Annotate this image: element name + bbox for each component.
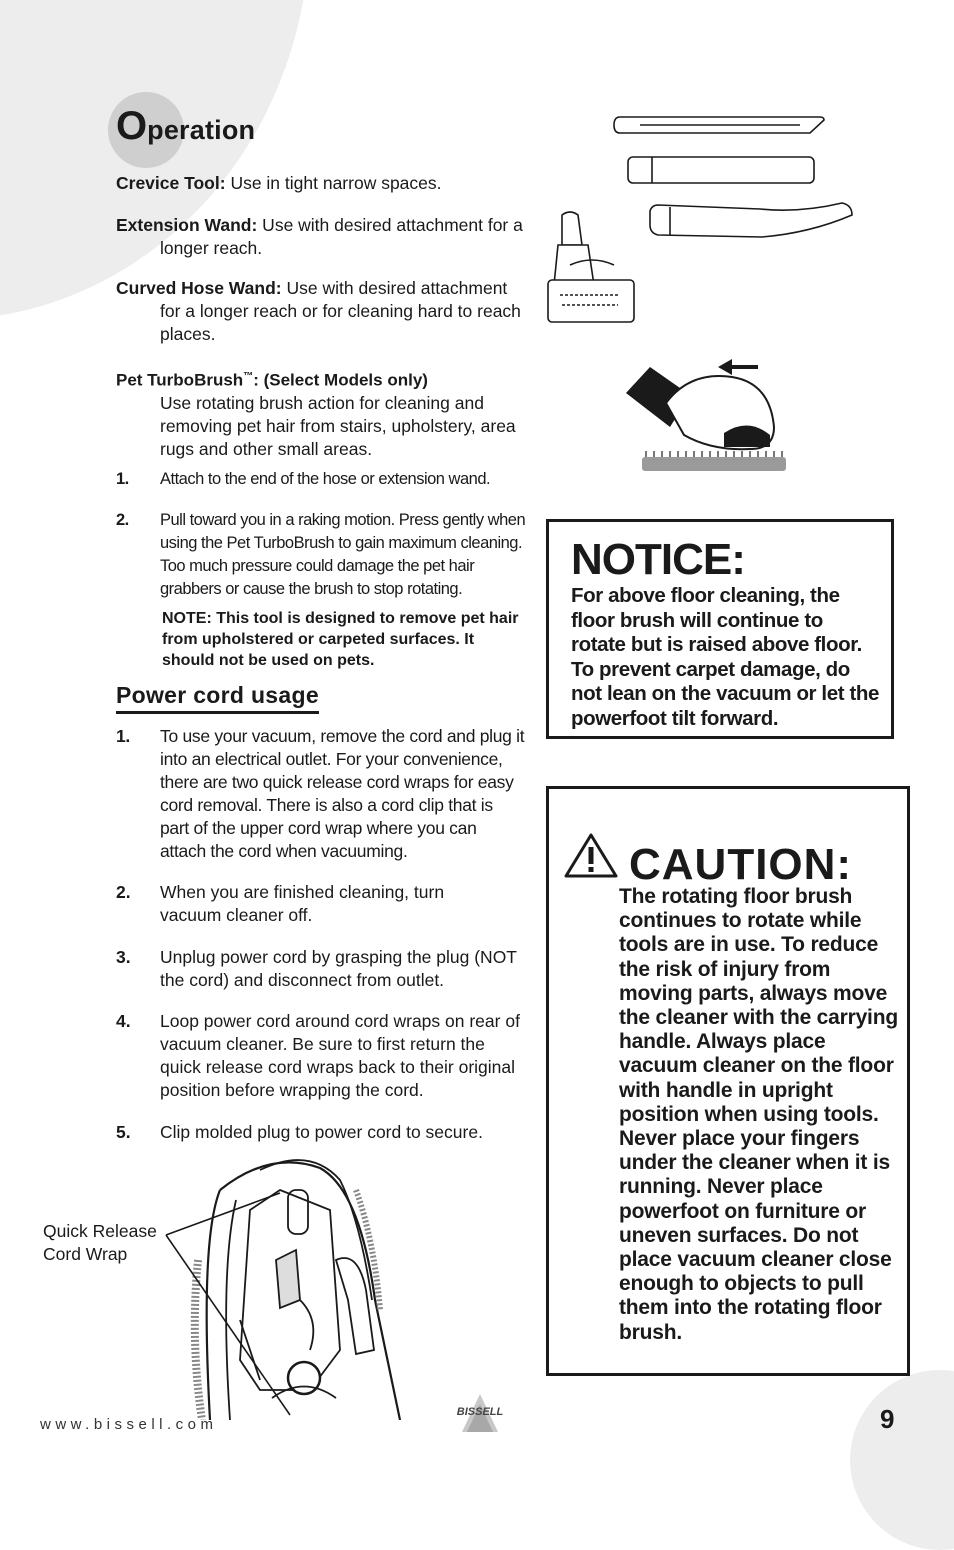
caution-title: CAUTION:: [629, 840, 853, 889]
curved-hose-wand-label: Curved Hose Wand:: [116, 278, 282, 298]
turbo-step-1: 1. Attach to the end of the hose or extension wand.: [116, 469, 491, 488]
tools-section: [116, 172, 526, 671]
callout-line-2: Cord Wrap: [43, 1244, 128, 1264]
title-initial: O: [116, 104, 148, 148]
power-step-1: 1. To use your vacuum, remove the cord and plug it into an electrical outlet. For your convenience, there are two quick release cord wraps for easy cord removal. There is also a cord clip that is part of the upper cord wrap where you can attach the cord when vacuuming.: [116, 726, 525, 861]
bissell-logo: [448, 1392, 512, 1434]
curved-hose-wand-item: [116, 277, 526, 346]
notice-title: NOTICE:: [571, 535, 745, 584]
turbobrush-usage-illustration: [620, 355, 800, 480]
caution-box: [546, 786, 910, 1376]
quick-release-callout: [43, 1220, 157, 1266]
crevice-tool-text: Use in tight narrow spaces.: [225, 173, 442, 193]
crevice-tool-image: [614, 117, 824, 133]
callout-line-1: Quick Release: [43, 1221, 157, 1241]
pet-turbobrush-image: [548, 212, 634, 322]
curved-hose-wand-text: Use with desired attachment for a longer reach or for cleaning hard to reach places.: [160, 278, 521, 344]
pet-turbobrush-heading: Pet TurboBrush™: (Select Models only): [116, 370, 428, 390]
footer-url: www.bissell.com: [40, 1416, 218, 1433]
crevice-tool-label: Crevice Tool:: [116, 173, 226, 193]
background-shape-bottom-right: [850, 1370, 954, 1550]
power-step-4: 4. Loop power cord around cord wraps on rear of vacuum cleaner. Be sure to first return the quick release cord wraps back to their original position before wrapping the cord.: [116, 1011, 520, 1100]
power-step-2: 2. When you are finished cleaning, turn vacuum cleaner off.: [116, 882, 445, 925]
extension-wand-text: Use with desired attachment for a longer reach.: [160, 215, 523, 258]
power-cord-section: [116, 684, 526, 1144]
notice-text: For above floor cleaning, the floor brush will continue to rotate but is raised above floor. To prevent carpet damage, do not lean on the vacuum or let the powerfoot tilt forward.: [571, 584, 880, 730]
extension-wand-label: Extension Wand:: [116, 215, 258, 235]
callout-lines: [160, 1185, 320, 1425]
attachments-illustration: [540, 105, 870, 335]
page-number: 9: [880, 1404, 895, 1434]
turbo-step-2: 2. Pull toward you in a raking motion. Press gently when using the Pet TurboBrush to gain maximum cleaning. Too much pressure could damage the pet hair grabbers or cause the brush to stop rotating.: [116, 510, 526, 598]
power-cord-heading: Power cord usage: [116, 684, 319, 714]
pet-turbobrush-text: Use rotating brush action for cleaning and removing pet hair from stairs, upholstery, area rugs and other small areas.: [160, 392, 516, 459]
left-arrow-icon: [718, 359, 758, 375]
title-rest: peration: [147, 115, 256, 145]
power-step-3: 3. Unplug power cord by grasping the plug (NOT the cord) and disconnect from outlet.: [116, 947, 517, 990]
carpet-strip-image: [642, 457, 786, 471]
caution-text: The rotating floor brush continues to rotate while tools are in use. To reduce the risk of injury from moving parts, always move the cleaner with the carrying handle. Always place vacuum cleaner on the floor with handle in upright position when using tools. Never place your fingers under the cleaner when it is running. Never place powerfoot on furniture or uneven surfaces. Do not place vacuum cleaner close enough to objects to pull them into the rotating floor brush.: [619, 885, 898, 1344]
notice-box: [546, 519, 894, 739]
bissell-logo-text: BISSELL: [456, 1406, 504, 1418]
extension-wand-image: [628, 157, 814, 183]
extension-wand-item: [116, 214, 526, 260]
power-step-5: 5. Clip molded plug to power cord to secure.: [116, 1122, 483, 1142]
turbo-note: NOTE: This tool is designed to remove pet hair from upholstered or carpeted surfaces. It should not be used on pets.: [162, 609, 519, 669]
crevice-tool-item: [116, 172, 526, 195]
warning-triangle-icon: [563, 831, 619, 879]
curved-hose-wand-image: [650, 203, 852, 237]
